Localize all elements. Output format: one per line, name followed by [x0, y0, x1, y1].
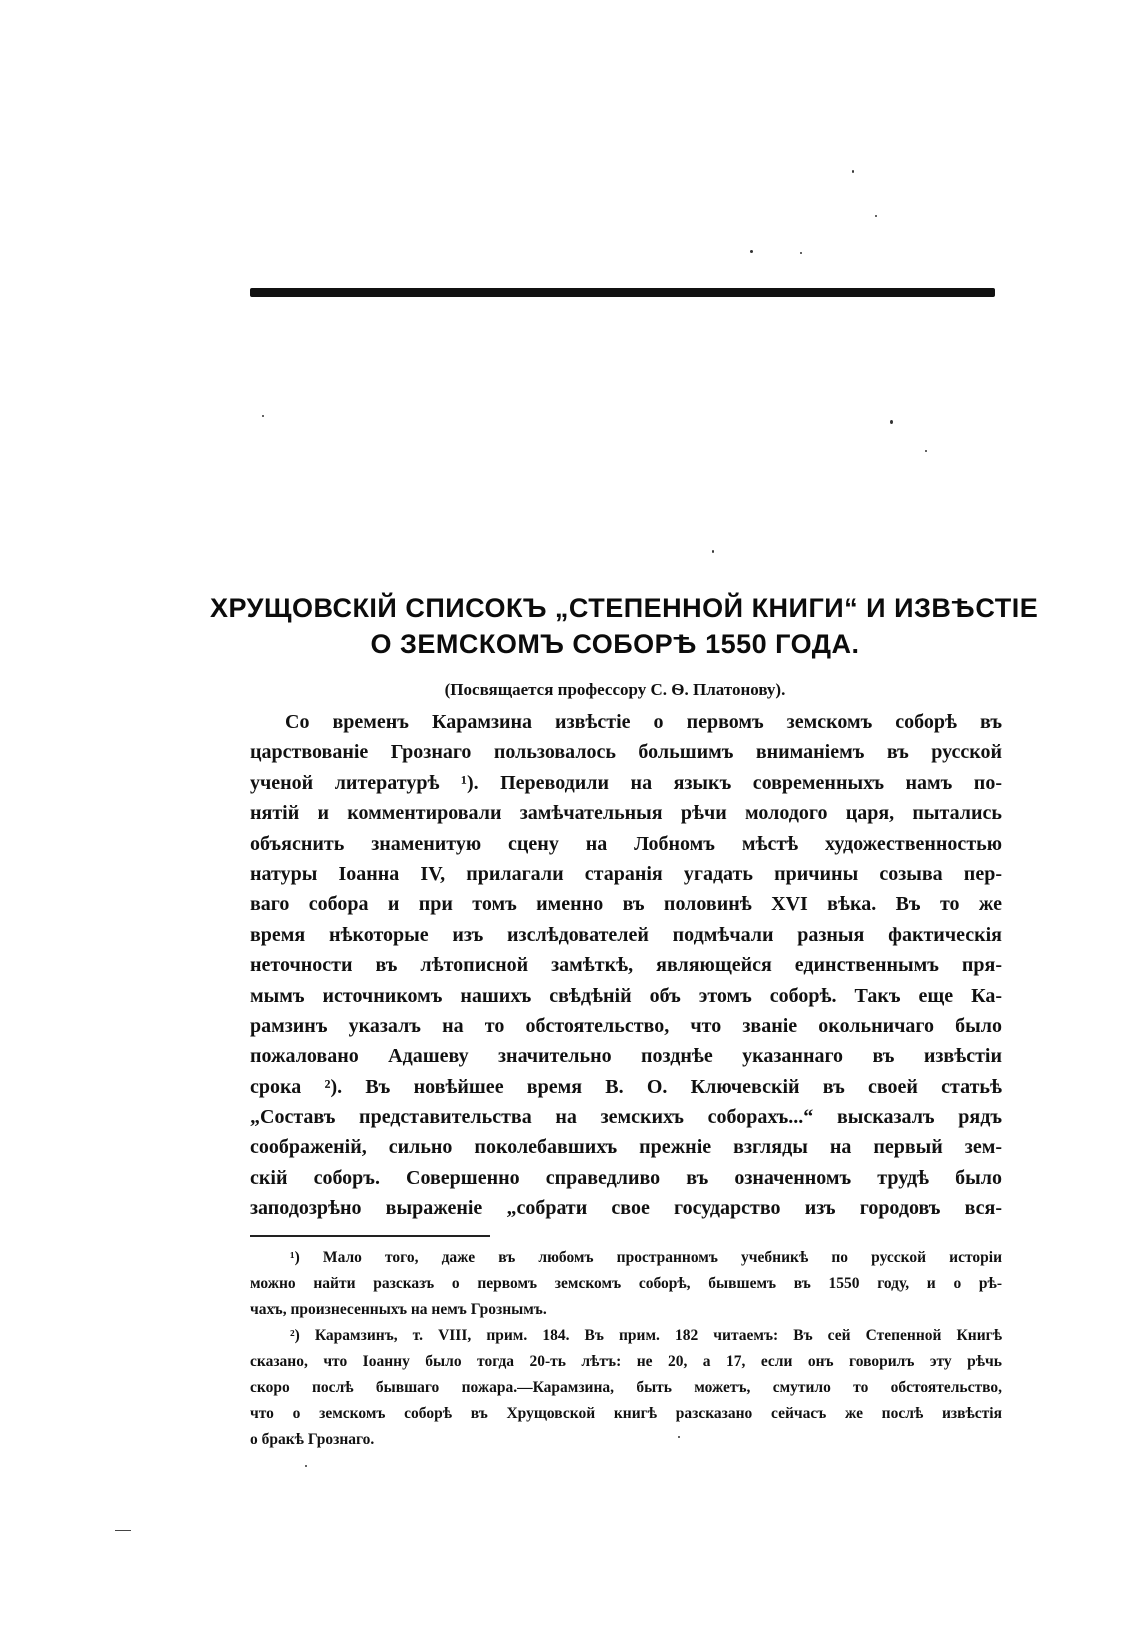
- body-line: натуры Іоанна IV, прилагали старанія угадать причины созыва пер-: [250, 862, 1002, 885]
- body-line: неточности въ лѣтописной замѣткѣ, являющейся единственнымъ пря-: [250, 954, 1002, 977]
- body-line: объяснить знаменитую сцену на Лобномъ мѣстѣ художественностью: [250, 832, 1002, 855]
- body-line: скій соборъ. Совершенно справедливо въ означенномъ трудѣ было: [250, 1166, 1002, 1189]
- title-line-1: ХРУЩОВСКІЙ СПИСОКЪ „СТЕПЕННОЙ КНИГИ“ И ИЗВѢСТІЕ: [210, 593, 1039, 623]
- scan-speck: [750, 250, 753, 253]
- body-line: соображеній, сильно поколебавшихъ прежніе взгляды на первый зем-: [250, 1136, 1002, 1159]
- footnote-2-line: скоро послѣ бывшаго пожара.—Карамзина, быть можетъ, смутило то обстоятельство,: [250, 1379, 1002, 1396]
- footnote-1-line: ¹) Мало того, даже въ любомъ пространномъ учебникѣ по русской исторіи: [290, 1249, 1002, 1266]
- body-line: срока ²). Въ новѣйшее время В. О. Ключевскій въ своей статьѣ: [250, 1075, 1002, 1098]
- header-rule: [250, 288, 995, 297]
- scan-speck: [305, 1465, 307, 1467]
- footnote-1-line: чахъ, произнесенныхъ на немъ Грознымъ.: [250, 1301, 547, 1318]
- body-line: царствованіе Грознаго пользовалось большимъ вниманіемъ въ русской: [250, 741, 1002, 764]
- body-line: рамзинъ указалъ на то обстоятельство, что званіе окольничаго было: [250, 1014, 1002, 1037]
- scan-speck: [875, 215, 877, 217]
- scan-speck: [890, 420, 893, 424]
- body-line: время нѣкоторые изъ изслѣдователей подмѣчали разныя фактическія: [250, 923, 1002, 946]
- footnote-2-line: ²) Карамзинъ, т. VIII, прим. 184. Въ прим. 182 читаемъ: Въ сей Степенной Книгѣ: [290, 1327, 1002, 1344]
- footnote-1-line: можно найти разсказъ о первомъ земскомъ соборѣ, бывшемъ въ 1550 году, и о рѣ-: [250, 1275, 1002, 1292]
- body-line: нятій и комментировали замѣчательныя рѣчи молодого царя, пытались: [250, 802, 1002, 825]
- footnote-2-line: что о земскомъ соборѣ въ Хрущовской книгѣ разсказано сейчасъ же послѣ извѣстія: [250, 1405, 1002, 1422]
- scan-speck: [852, 170, 854, 173]
- dedication: (Посвящается профессору С. Ѳ. Платонову).: [444, 680, 786, 699]
- body-line: мымъ источникомъ нашихъ свѣдѣній объ этомъ соборѣ. Такъ еще Ка-: [250, 984, 1002, 1007]
- scan-speck: [712, 550, 714, 553]
- footnote-2-line: о бракѣ Грознаго.: [250, 1431, 375, 1448]
- body-line: пожаловано Адашеву значительно позднѣе указаннаго въ извѣстіи: [250, 1045, 1002, 1068]
- body-line: Со временъ Карамзина извѣстіе о первомъ земскомъ соборѣ въ: [285, 711, 1002, 733]
- body-line: ваго собора и при томъ именно въ половинѣ XVI вѣка. Въ то же: [250, 893, 1002, 916]
- body-line: заподозрѣно выраженіе „собрати свое государство изъ городовъ вся-: [250, 1197, 1002, 1220]
- scan-speck: [925, 450, 927, 452]
- body-line: ученой литературѣ ¹). Переводили на языкъ современныхъ намъ по-: [250, 771, 1002, 794]
- scan-speck: [800, 252, 802, 254]
- footnote-2-line: сказано, что Іоанну было тогда 20-ть лѣтъ: не 20, а 17, если онъ говорилъ эту рѣчь: [250, 1353, 1002, 1370]
- scan-mark: [115, 1530, 131, 1531]
- body-text: [250, 707, 1002, 1224]
- title-line-2: О ЗЕМСКОМЪ СОБОРѢ 1550 ГОДА.: [370, 629, 860, 659]
- body-line: „Составъ представительства на земскихъ соборахъ...“ высказалъ рядъ: [250, 1106, 1002, 1129]
- footnote-rule: [250, 1235, 490, 1237]
- title-block: [210, 590, 1039, 702]
- footnotes: [250, 1245, 1002, 1453]
- scan-speck: [678, 1436, 680, 1438]
- scan-speck: [262, 415, 264, 417]
